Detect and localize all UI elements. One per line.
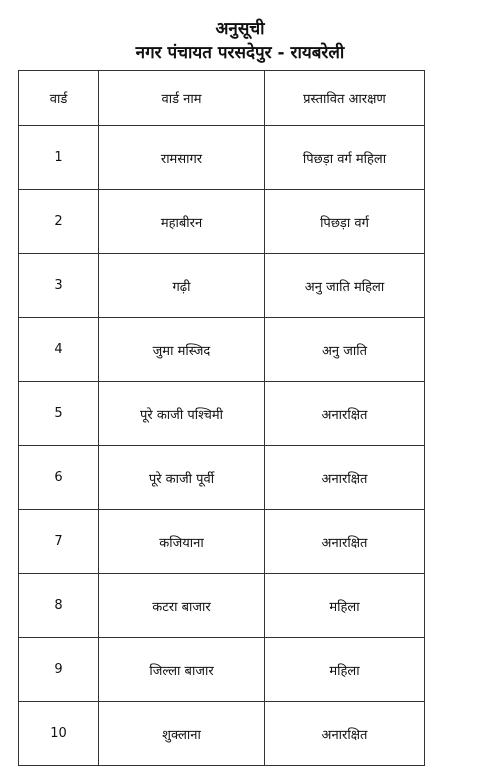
document-subtitle: नगर पंचायत परसदेपुर - रायबरेली bbox=[135, 43, 345, 63]
table-row bbox=[19, 446, 425, 510]
ward-reservation: अनारक्षित bbox=[265, 382, 425, 446]
ward-reservation: अनारक्षित bbox=[265, 446, 425, 510]
ward-reservation: पिछड़ा वर्ग bbox=[265, 190, 425, 254]
table-row bbox=[19, 702, 425, 766]
table-row bbox=[19, 574, 425, 638]
ward-reservation: अनारक्षित bbox=[265, 702, 425, 766]
table-header-row bbox=[19, 71, 425, 126]
table-row bbox=[19, 190, 425, 254]
document-header bbox=[0, 18, 480, 64]
ward-number: 3 bbox=[19, 254, 99, 318]
ward-number: 2 bbox=[19, 190, 99, 254]
ward-name: पूरे काजी पूर्वी bbox=[99, 446, 265, 510]
table-row bbox=[19, 126, 425, 190]
column-header-ward: वार्ड bbox=[19, 71, 99, 126]
ward-number: 7 bbox=[19, 510, 99, 574]
document-title: अनुसूची bbox=[215, 19, 265, 39]
ward-name: जुमा मस्जिद bbox=[99, 318, 265, 382]
table-row bbox=[19, 254, 425, 318]
ward-number: 4 bbox=[19, 318, 99, 382]
ward-reservation: महिला bbox=[265, 574, 425, 638]
ward-number: 1 bbox=[19, 126, 99, 190]
column-header-ward-name: वार्ड नाम bbox=[99, 71, 265, 126]
ward-name: गढ़ी bbox=[99, 254, 265, 318]
ward-name: जिल्ला बाजार bbox=[99, 638, 265, 702]
reservation-table bbox=[18, 70, 425, 766]
ward-number: 5 bbox=[19, 382, 99, 446]
table-row bbox=[19, 382, 425, 446]
ward-number: 6 bbox=[19, 446, 99, 510]
ward-name: कजियाना bbox=[99, 510, 265, 574]
ward-name: महाबीरन bbox=[99, 190, 265, 254]
ward-reservation: महिला bbox=[265, 638, 425, 702]
table-row bbox=[19, 638, 425, 702]
column-header-reservation: प्रस्तावित आरक्षण bbox=[265, 71, 425, 126]
ward-reservation: पिछड़ा वर्ग महिला bbox=[265, 126, 425, 190]
ward-name: शुक्लाना bbox=[99, 702, 265, 766]
table-row bbox=[19, 318, 425, 382]
ward-number: 8 bbox=[19, 574, 99, 638]
ward-reservation: अनु जाति महिला bbox=[265, 254, 425, 318]
ward-name: रामसागर bbox=[99, 126, 265, 190]
ward-name: पूरे काजी पश्चिमी bbox=[99, 382, 265, 446]
ward-number: 9 bbox=[19, 638, 99, 702]
ward-reservation: अनु जाति bbox=[265, 318, 425, 382]
ward-reservation: अनारक्षित bbox=[265, 510, 425, 574]
table-row bbox=[19, 510, 425, 574]
ward-number: 10 bbox=[19, 702, 99, 766]
ward-name: कटरा बाजार bbox=[99, 574, 265, 638]
